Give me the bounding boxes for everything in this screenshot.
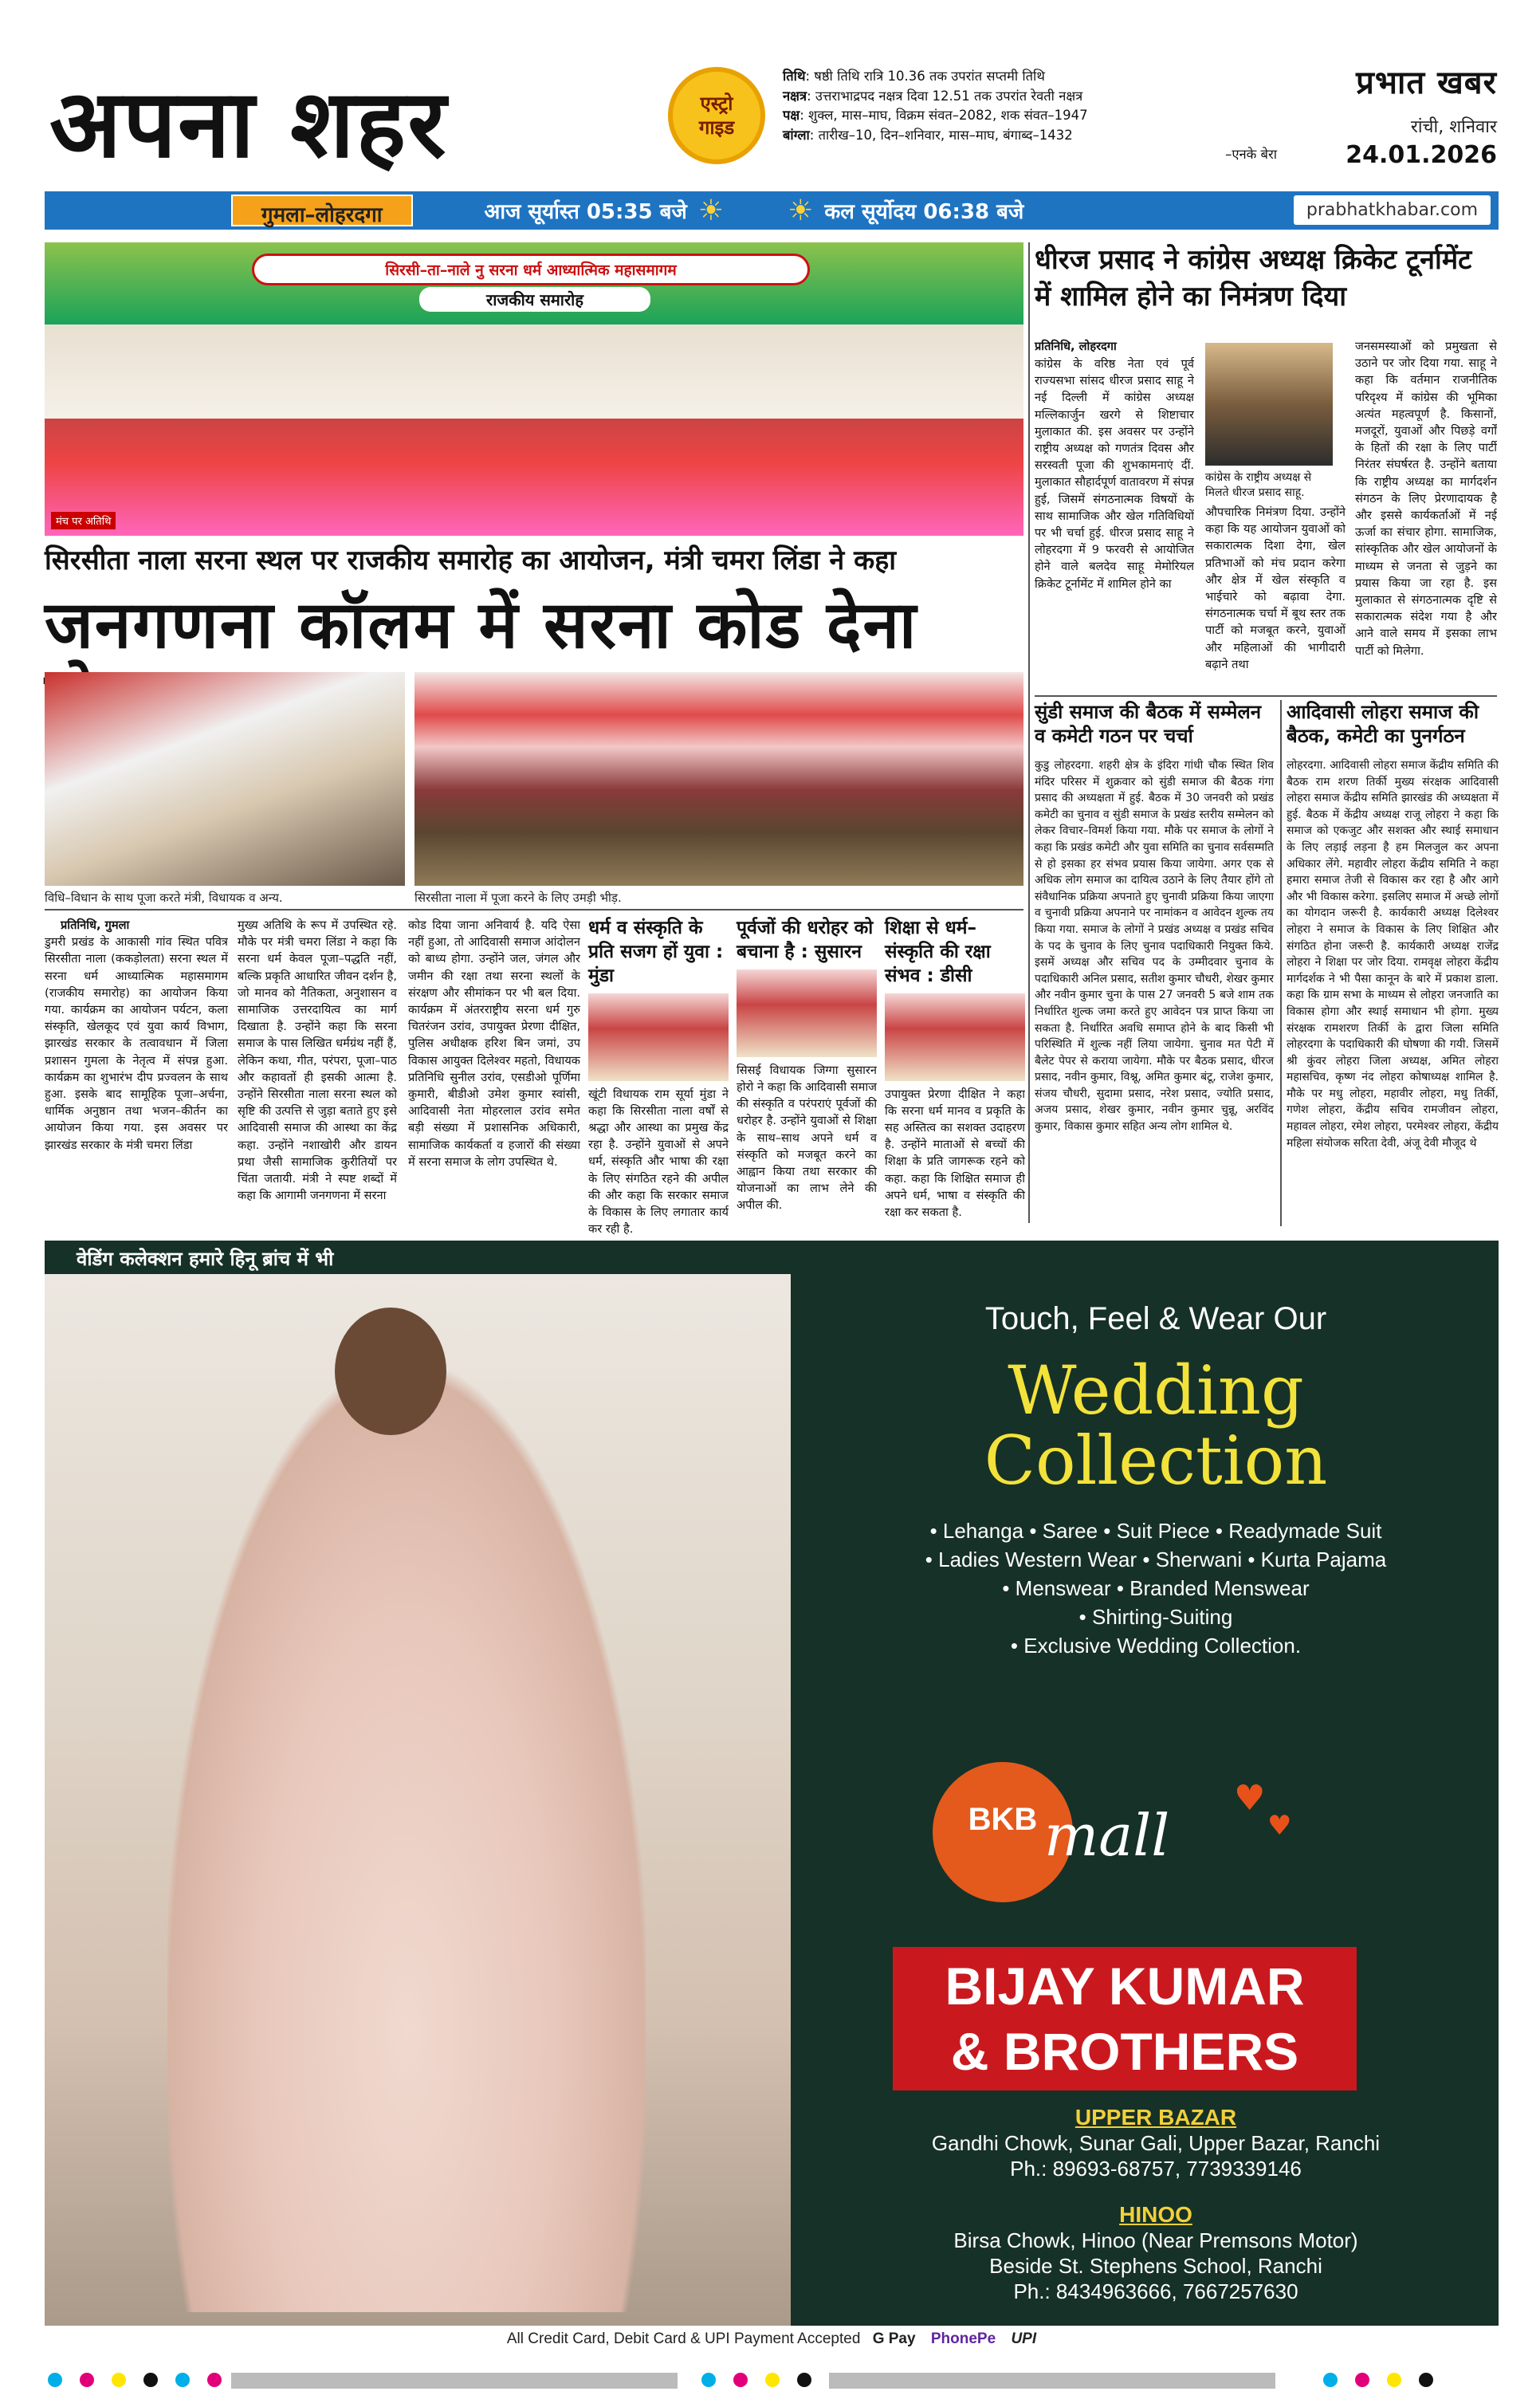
panchang-row: बांग्ला: तारीख–10, दिन–शनिवार, मास–माघ, बंगाब्द–1432 (783, 127, 1073, 143)
box-photo (885, 993, 1025, 1081)
branch-address: Gandhi Chowk, Sunar Gali, Upper Bazar, Ranchi (931, 2131, 1381, 2155)
newspaper-brand (1282, 59, 1497, 169)
branch-heading: HINOO (1119, 2202, 1192, 2227)
section-title: अपना शहर (49, 69, 448, 179)
story-headline: सुंडी समाज की बैठक में सम्मेलन व कमेटी गठन पर चर्चा (1035, 701, 1262, 747)
divider (1028, 242, 1030, 1223)
puja-photo (45, 672, 405, 886)
print-registration-marks (0, 2368, 1540, 2392)
divider (1280, 700, 1282, 1226)
ad-wedding-word: Wedding (1008, 1351, 1304, 1430)
sunrise-time: कल सूर्योदय 06:38 बजे (824, 200, 1024, 224)
cyan-dot (1323, 2373, 1338, 2387)
payment-text: All Credit Card, Debit Card & UPI Payment Accepted (506, 2330, 861, 2347)
panchang-author: –एनके बेरा (1225, 147, 1277, 162)
sun-icon: ☀ (788, 194, 814, 227)
panchang-row: तिथि: षष्ठी तिथि रात्रि 10.36 तक उपरांत सप्तमी तिथि (783, 69, 1045, 84)
ad-collection-word: Collection (984, 1422, 1328, 1500)
upi-icon: UPI (1011, 2330, 1037, 2347)
box-headline: पूर्वजों की धरोहर को बचाना है : सुसारन (737, 918, 874, 962)
list-item: • Ladies Western Wear • Sherwani • Kurta Pajama (925, 1548, 1387, 1571)
black-dot (143, 2373, 158, 2387)
payment-footer (45, 2326, 1499, 2354)
issue-date: 24.01.2026 (1346, 141, 1497, 169)
magenta-dot (80, 2373, 94, 2387)
heart-icon: ♥ (1234, 1778, 1266, 1819)
ad-line: Touch, Feel & Wear Our (984, 1301, 1327, 1336)
magenta-dot (207, 2373, 222, 2387)
box-photo (737, 969, 877, 1057)
branch-hinoo (845, 2202, 1467, 2304)
magenta-dot (1355, 2373, 1369, 2387)
store-name-1: BIJAY KUMAR (945, 1957, 1305, 2016)
cyan-dot (175, 2373, 190, 2387)
list-item: • Shirting-Suiting (1078, 1605, 1233, 1629)
event-banner-sub: राजकीय समारोह (419, 287, 650, 312)
astro-line-2: गाइड (698, 116, 735, 139)
story-headline: आदिवासी लोहरा समाज की बैठक, कमेटी का पुनर्गठन (1287, 701, 1479, 747)
quote-box (885, 917, 1025, 1220)
ad-tagline: वेडिंग कलेक्शन हमारे हिनू ब्रांच में भी (45, 1241, 762, 1274)
divider (45, 909, 1023, 910)
crowd-photo (414, 672, 1023, 886)
astro-guide-badge (668, 67, 765, 164)
cyan-dot (48, 2373, 62, 2387)
store-name-2: & BROTHERS (950, 2022, 1299, 2081)
lead-kicker: सिरसीता नाला सरना स्थल पर राजकीय समारोह का आयोजन, मंत्री चमरा लिंडा ने कहा (45, 545, 897, 576)
edition-city: गुमला–लोहरदगा (231, 195, 413, 226)
website-link[interactable]: prabhatkhabar.com (1294, 195, 1491, 225)
phonepe-icon: PhonePe (930, 2330, 996, 2347)
branch-phone: Ph.: 8434963666, 7667257630 (1013, 2279, 1298, 2303)
mall-logo-text: mall (1044, 1802, 1170, 1869)
gown-shape (167, 1371, 646, 2312)
sunset-time: आज सूर्यास्त 05:35 बजे (484, 200, 687, 224)
right-column-2: औपचारिक निमंत्रण दिया. उन्होंने कहा कि यह आयोजन युवाओं को सकारात्मक दिशा देगा, खेल प्रतिभाओं को मंच प्रदान करेगा और क्षेत्र में खेल संस्कृति व भाईचारे को बढ़ावा देगा. संगठनात्मक चर्चा में बूथ स्तर तक पार्टी को मजबूत करने, युवाओं और महिलाओं की भागीदारी बढ़ाने तथा (1205, 505, 1346, 671)
box-headline: धर्म व संस्कृति के प्रति सजग हों युवा : मुंडा (588, 918, 724, 986)
lead-headline: जनगणना कॉलम में सरना कोड देना (45, 588, 918, 663)
quote-box (737, 917, 877, 1220)
meeting-photo (1205, 343, 1333, 466)
photo-caption: विधि–विधान के साथ पूजा करते मंत्री, विधायक व अन्य. (45, 891, 283, 905)
gray-scale-bar (231, 2373, 678, 2389)
list-item: • Menswear • Branded Menswear (1002, 1576, 1310, 1600)
bkb-logo: BKB (933, 1762, 1073, 1902)
panchang-row: पक्ष: शुक्ल, मास–माघ, विक्रम संवत–2082, शक संवत–1947 (783, 108, 1088, 123)
list-item: • Lehanga • Saree • Suit Piece • Readymade Suit (929, 1519, 1382, 1543)
yellow-dot (112, 2373, 126, 2387)
sun-icon: ☀ (697, 194, 725, 227)
story-text: लोहरदगा. आदिवासी लोहरा समाज केंद्रीय समिति की बैठक राम शरण तिर्की मुख्य संरक्षक आदिवासी लोहरा समाज केंद्रीय समिति झारखंड की अध्यक्षता में हुई. बैठक में केंद्रीय अध्यक्ष राजू लोहरा ने कहा कि समाज को एकजुट और सशक्त और स्थाई समाधान के लिए लड़ाई लड़ना है हम मिलजुल कर अपना अधिकार लेंगे. महावीर लोहरा केंद्रीय समिति ने कहा हमारा समाज तेजी से विकास कर रहा है और आगे और भी विकास करेगा. इसलिए समाज में अच्छे लोगों का योगदान जरूरी है. कार्यकारी अध्यक्ष दिलेश्वर लोहरा ने समाज के विकास के लिए शिक्षित और संगठित होना जरूरी है. कार्यकारी अध्यक्ष राजेंद्र लोहरा ने शिक्षा पर जोर दिया. रामवृक्ष लोहरा केंद्रीय मार्गदर्शक ने भी पैसा कानून के बारे में प्रकाश डाला. कहा कि ग्राम सभा के माध्यम से लोहरा जनजाति का विकास होगा और स्थाई समाधान भी होगा. मुख्य संरक्षक रामशरण तिर्की के द्वारा जिला समिति लोहरदगा के पदाधिकारी की घोषणा की गयी. जिसमें श्री कुंवर लोहरा जिला अध्यक्ष, अमित लोहरा महासचिव, कृष्ण नंद लोहरा कोषाध्यक्ष शामिल है. मौके पर मधु लोहरा, महावीर लोहरा, मधु तिर्की, गणेश लोहरा, केंद्रीय सचिव रामजीवन लोहरा, महावल लोहरा, रमेश लोहरा, परमेश्वर लोहरा, केंद्रीय महिला संयोजक सरिता देवी, अंजू देवी मौजूद थे (1287, 759, 1499, 1150)
story-text: कुडु लोहरदगा. शहरी क्षेत्र के इंदिरा गांधी चौक स्थित शिव मंदिर परिसर में शुक्रवार को सुंडी समाज की बैठक गंगा प्रसाद की अध्यक्षता में हुई. बैठक में 30 जनवरी को प्रखंड कमेटी का चुनाव व सुंडी समाज के प्रखंड स्तरीय सम्मेलन को लेकर विचार–विमर्श किया गया. मौके पर समाज के लोगों ने कहा कि प्रखंड कमेटी और युवा समिति का चुनाव सर्वसम्मति से हो इसका हर संभव प्रयास किया जायेगा. अगर एक से अधिक लोग समाज का दायित्व उठाने के लिए तैयार होंगे तो संवैधानिक प्रक्रिया अपनाते हुए चुनावी प्रक्रिया किया जाएगा व चुनावी प्रक्रिया अपनाने पर नामांकन व आवेदन शुल्क तय किया गया. समाज के लोगों ने प्रखंड अध्यक्ष व प्रखंड सचिव के पद के चुनाव के लिए चुनाव पदाधिकारी नियुक्त किये. इसमें अध्यक्ष और सचिव पद के उम्मीदवार चुनाव के पदाधिकारी अनिल प्रसाद, सतीश कुमार चौधरी, शेखर कुमार और नवीन कुमार चुना के पास 27 जनवरी 5 बजे शाम तक निर्धारित शुल्क जमा करते हुए आवेदन पत्र प्राप्त किया जा सकता है. निर्धारित अवधि समाप्त होने के बाद किसी भी परिस्थिति में शुल्क नहीं लिया जायेगा. चुनाव मत पेटी में बैलेट पेपर से कराया जायेगा. मौके पर बैठक प्रसाद, धीरज प्रसाद, नवीन कुमार, विश्नू, अमित कुमार बंटू, राजेश कुमार, संजय चौधरी, सुदामा प्रसाद, नरेश प्रसाद, ज्योति प्रसाद, अजय प्रसाद, शेखर कुमार, नवीन कुमार चुन्नू, अरविंद कुमार, विकास कुमार सहित अन्य लोग शामिल थे. (1035, 759, 1274, 1134)
panchang-box (783, 67, 1277, 165)
photo-caption: सिरसीता नाला में पूजा करने के लिए उमड़ी भीड़. (414, 891, 622, 905)
panchang-row: नक्षत्र: उत्तराभाद्रपद नक्षत्र दिवा 12.51 तक उपरांत रेवती नक्षत्र (783, 88, 1083, 104)
yellow-dot (1387, 2373, 1401, 2387)
branch-upper-bazar (845, 2105, 1467, 2181)
quote-box (588, 917, 729, 1237)
box-photo (588, 993, 729, 1081)
lead-column-1 (45, 917, 228, 1220)
cyan-dot (701, 2373, 716, 2387)
black-dot (1419, 2373, 1433, 2387)
dateline: प्रतिनिधि, गुमला (61, 918, 130, 932)
branch-heading: UPPER BAZAR (1074, 2105, 1237, 2130)
edition-bar (45, 191, 1499, 230)
brand-logo: प्रभात खबर (1356, 65, 1497, 101)
lead-column-3: कोड दिया जाना अनिवार्य है. यदि ऐसा नहीं हुआ, तो आदिवासी समाज आंदोलन को बाध्य होगा. उन्होंने जल, जंगल और जमीन की रक्षा तथा सरना स्थलों के संरक्षण और सीमांकन पर भी बल दिया. कार्यक्रम में अंतरराष्ट्रीय सरना धर्म गुरु चितरंजन उरांव, उपायुक्त प्रेरणा दीक्षित, पुलिस अधीक्षक हरिश बिन जमां, उप विकास आयुक्त दिलेश्वर महतो, विधायक प्रतिनिधि सुनील उरांव, एसडीओ पूर्णिमा कुमारी, बीडीओ उमेश कुमार स्वांसी, आदिवासी नेता मोहरलाल उरांव समेत बड़ी संख्या में प्रशासनिक अधिकारी, सामाजिक कार्यकर्ता व हजारों की संख्या में सरना समाज के लोग उपस्थित थे. (408, 918, 580, 1169)
body-text: डुमरी प्रखंड के आकासी गांव स्थित पवित्र सिरसीता नाला (ककड़ोलता) सरना स्थल में सरना धर्म आध्यात्मिक महासमागम (राजकीय समारोह) का आयोजन किया गया. कार्यक्रम का आयोजन पर्यटन, कला संस्कृति, खेलकूद एवं युवा कार्य विभाग, झारखंड सरकार के तत्वावधान में जिला प्रशासन गुमला के नेतृत्व में संपन्न हुआ. कार्यक्रम का शुभारंभ दीप प्रज्वलन के साथ हुआ. इसके बाद सामूहिक पूजा–अर्चना, धार्मिक अनुष्ठान तथा भजन–कीर्तन का आयोजन किया गया. इस अवसर पर झारखंड सरकार के मंत्री चमरा लिंडा (45, 935, 228, 1152)
ad-wedding (845, 1351, 1467, 1500)
box-text: सिसई विधायक जिग्गा सुसारन होरो ने कहा कि आदिवासी समाज की संस्कृति व परंपराएं पूर्वजों की धरोहर है. उन्होंने युवाओं से शिक्षा के साथ–साथ अपने धर्म व संस्कृति को मजबूत करने का आह्वान किया तथा सरकार की योजनाओं का लाभ लेने की अपील की. (737, 1063, 877, 1213)
gray-scale-bar (829, 2373, 1275, 2389)
store-name-box (893, 1947, 1357, 2090)
lead-photo (45, 242, 1023, 536)
right-column-1: कांग्रेस के वरिष्ठ नेता एवं पूर्व राज्यसभा सांसद धीरज प्रसाद साहू ने नई दिल्ली में कांग्रेस अध्यक्ष मल्लिकार्जुन खरगे से शिष्टाचार मुलाकात की. इस अवसर पर उन्होंने राष्ट्रीय अध्यक्ष को गणतंत्र दिवस और सरस्वती पूजा की शुभकामनाएं दीं. मुलाकात सौहार्दपूर्ण वातावरण में संपन्न हुई, जिसमें संगठनात्मक विषयों के साथ सामाजिक और खेल गतिविधियों पर भी चर्चा हुई. धीरज प्रसाद साहू ने लोहरदगा में 9 फरवरी से आयोजित होने वाले बलदेव साहू मेमोरियल क्रिकेट टूर्नामेंट में शामिल होने का (1035, 357, 1194, 591)
model-hair (335, 1308, 446, 1435)
gpay-icon: G Pay (872, 2330, 916, 2347)
right-headline: धीरज प्रसाद ने कांग्रेस अध्यक्ष क्रिकेट टूर्नामेंट में शामिल होने का निमंत्रण दिया (1035, 244, 1472, 313)
city-day: रांची, शनिवार (1410, 117, 1497, 137)
list-item: • Exclusive Wedding Collection. (1010, 1634, 1302, 1658)
astro-line-1: एस्ट्रो (700, 92, 733, 115)
photo-credit: मंच पर अतिथि (51, 512, 116, 529)
branch-address: Birsa Chowk, Hinoo (Near Premsons Motor) (953, 2228, 1358, 2252)
box-headline: शिक्षा से धर्म–संस्कृति की रक्षा संभव : डीसी (885, 918, 991, 986)
box-text: उपायुक्त प्रेरणा दीक्षित ने कहा कि सरना धर्म मानव व प्रकृति के सह अस्तित्व का सशक्त उदाहरण है. उन्होंने माताओं से बच्चों की शिक्षा के प्रति जागरूक रहने को कहा. कहा कि शिक्षित समाज ही अपने धर्म, भाषा व संस्कृति की रक्षा कर सकता है. (885, 1087, 1025, 1220)
box-text: खूंटी विधायक राम सूर्या मुंडा ने कहा कि सिरसीता नाला वर्षों से श्रद्धा और आस्था का प्रमुख केंद्र रहा है. उन्होंने युवाओं से अपने धर्म, संस्कृति और भाषा की रक्षा के लिए संगठित रहने की अपील की और कहा कि सरकार समाज के विकास के लिए लगातार कार्य कर रही है. (588, 1087, 729, 1237)
event-banner: सिरसी–ता–नाले नु सरना धर्म आध्यात्मिक महासमागम (252, 254, 810, 285)
magenta-dot (733, 2373, 748, 2387)
yellow-dot (765, 2373, 780, 2387)
lead-column-2: मुख्य अतिथि के रूप में उपस्थित रहे. मौके पर मंत्री चमरा लिंडा ने कहा कि सरना धर्म केवल पूजा–पद्धति नहीं, बल्कि प्रकृति आधारित जीवन दर्शन है, जो मानव को नैतिकता, अनुशासन व सामाजिक उत्तरदायित्व का मार्ग दिखाता है. उन्होंने कहा कि सरना समाज के पास लिखित धर्मग्रंथ नहीं हैं, लेकिन कथा, गीत, परंपरा, पूजा–पाठ और कहावतों ही इसकी आत्मा है. उन्होंने सिरसीता नाला सरना स्थल को सृष्टि की उत्पत्ति से जुड़ा बताते हुए इसे आदिवासी समाज की आस्था का केंद्र कहा. उन्होंने नशाखोरी और डायन प्रथा जैसी सामाजिक कुरीतियों पर चिंता जतायी. मंत्री ने स्पष्ट शब्दों में कहा कि आगामी जनगणना में सरना (238, 918, 397, 1203)
heart-icon: ♥ (1267, 1810, 1292, 1842)
divider (1035, 695, 1497, 697)
black-dot (797, 2373, 811, 2387)
ad-item-list (829, 1516, 1483, 1660)
photo-caption: कांग्रेस के राष्ट्रीय अध्यक्ष से मिलते धीरज प्रसाद साहू. (1205, 471, 1312, 499)
right-column-3: जनसमस्याओं को प्रमुखता से उठाने पर जोर दिया गया. साहू ने कहा कि वर्तमान राजनीतिक परिदृश्य में कांग्रेस की भूमिका अत्यंत महत्वपूर्ण है. किसानों, मजदूरों, युवाओं और पिछड़े वर्गों के हितों की रक्षा के लिए पार्टी निरंतर संघर्षरत है. उन्होंने बताया कि राष्ट्रीय अध्यक्ष का मार्गदर्शन संगठन के लिए प्रेरणादायक है और इससे कार्यकर्ताओं में नई ऊर्जा का संचार होगा. सामाजिक, सांस्कृतिक और खेल आयोजनों के माध्यम से जनता से जुड़ने का प्रयास किया जा रहा है. इस मुलाकात से संगठनात्मक दृष्टि से सकारात्मक संदेश गया है और आने वाले समय में इसका लाभ पार्टी को मिलेगा. (1355, 340, 1497, 658)
branch-phone: Ph.: 89693-68757, 7739339146 (1010, 2157, 1302, 2181)
dateline: प्रतिनिधि, लोहरदगा (1035, 340, 1117, 353)
branch-address: Beside St. Stephens School, Ranchi (989, 2254, 1322, 2278)
